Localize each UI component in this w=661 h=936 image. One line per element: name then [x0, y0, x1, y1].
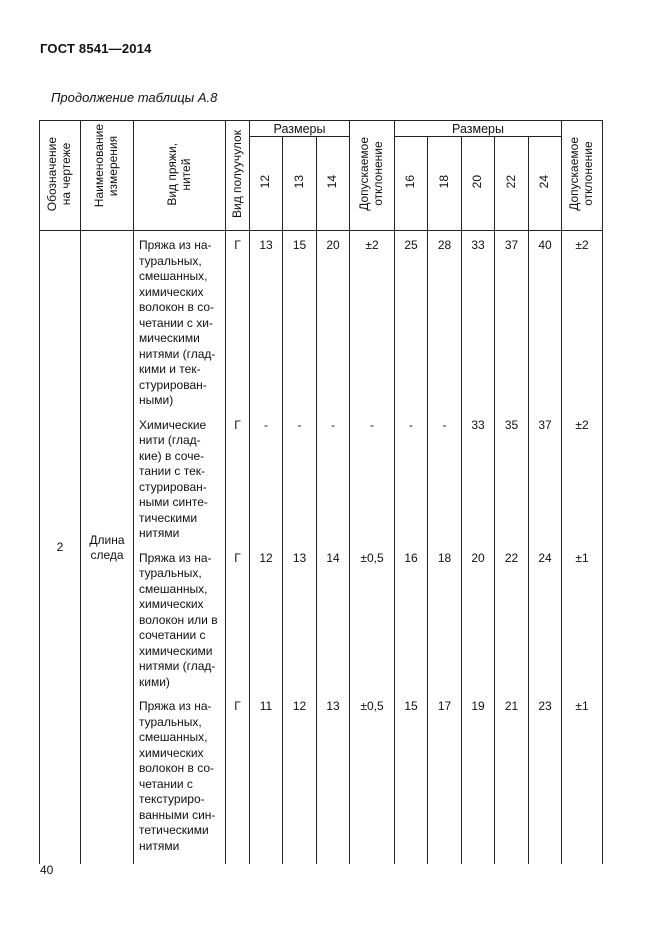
value-cell: -: [250, 413, 283, 546]
size-header-24: 24: [529, 137, 562, 231]
value-cell: 37: [495, 231, 529, 413]
value-cell: 16: [395, 546, 428, 695]
value-cell: 22: [495, 546, 529, 695]
value-cell: 13: [317, 694, 350, 864]
measure-cell: Длина следа: [81, 231, 134, 865]
tolerance-cell: ±2: [350, 231, 395, 413]
value-cell: 11: [250, 694, 283, 864]
yarn-cell: Пряжа из на- туральных, смешанных, химических волокон или в сочетании с химическими нитями (глад- кими): [134, 546, 226, 695]
value-cell: -: [283, 413, 317, 546]
size-header-16: 16: [395, 137, 428, 231]
value-cell: 12: [283, 694, 317, 864]
value-cell: 28: [428, 231, 462, 413]
designation-cell: 2: [40, 231, 81, 865]
header-measure: Наименование измерения: [81, 121, 134, 231]
tolerance-cell: ±0,5: [350, 694, 395, 864]
value-cell: 21: [495, 694, 529, 864]
header-sizes-group-2: Размеры: [395, 121, 562, 137]
header-semi-type: Вид полуучулок: [226, 121, 250, 231]
size-header-14: 14: [317, 137, 350, 231]
value-cell: 24: [529, 546, 562, 695]
value-cell: 19: [462, 694, 495, 864]
value-cell: 15: [283, 231, 317, 413]
type-cell: Г: [226, 546, 250, 695]
header-yarn-type: Вид пряжи, нитей: [134, 121, 226, 231]
header-tolerance-1: Допускаемое отклонение: [350, 121, 395, 231]
type-cell: Г: [226, 694, 250, 864]
value-cell: 35: [495, 413, 529, 546]
type-cell: Г: [226, 231, 250, 413]
size-header-20: 20: [462, 137, 495, 231]
yarn-cell: Пряжа из на- туральных, смешанных, химических волокон в со- четании с хи- мическими нитями (глад- кими и тек- стурирован- ными): [134, 231, 226, 413]
value-cell: 14: [317, 546, 350, 695]
standard-header: ГОСТ 8541—2014: [40, 41, 152, 56]
value-cell: 40: [529, 231, 562, 413]
value-cell: 20: [317, 231, 350, 413]
value-cell: 17: [428, 694, 462, 864]
value-cell: 20: [462, 546, 495, 695]
value-cell: 13: [250, 231, 283, 413]
tolerance-cell: ±1: [562, 694, 603, 864]
tolerance-cell: ±2: [562, 231, 603, 413]
value-cell: -: [428, 413, 462, 546]
value-cell: 18: [428, 546, 462, 695]
tolerance-cell: ±2: [562, 413, 603, 546]
value-cell: 13: [283, 546, 317, 695]
value-cell: 23: [529, 694, 562, 864]
value-cell: -: [395, 413, 428, 546]
yarn-cell: Пряжа из на- туральных, смешанных, химических волокон в со- четании с текстуриро- ванными син- тетическими нитями: [134, 694, 226, 864]
value-cell: -: [317, 413, 350, 546]
tolerance-cell: ±0,5: [350, 546, 395, 695]
header-designation: Обозначение на чертеже: [40, 121, 81, 231]
value-cell: 33: [462, 231, 495, 413]
size-header-22: 22: [495, 137, 529, 231]
yarn-cell: Химические нити (глад- кие) в соче- тании с тек- стурирован- ными синте- тическими нитями: [134, 413, 226, 546]
value-cell: 25: [395, 231, 428, 413]
type-cell: Г: [226, 413, 250, 546]
value-cell: 15: [395, 694, 428, 864]
header-sizes-group-1: Размеры: [250, 121, 350, 137]
value-cell: 33: [462, 413, 495, 546]
value-cell: 12: [250, 546, 283, 695]
page-number: 40: [40, 863, 54, 877]
tolerance-cell: -: [350, 413, 395, 546]
table-caption: Продолжение таблицы А.8: [51, 90, 218, 105]
tolerance-cell: ±1: [562, 546, 603, 695]
size-header-12: 12: [250, 137, 283, 231]
header-tolerance-2: Допускаемое отклонение: [562, 121, 603, 231]
table-row: [40, 231, 603, 413]
size-header-13: 13: [283, 137, 317, 231]
size-table: [39, 120, 603, 864]
size-header-18: 18: [428, 137, 462, 231]
value-cell: 37: [529, 413, 562, 546]
